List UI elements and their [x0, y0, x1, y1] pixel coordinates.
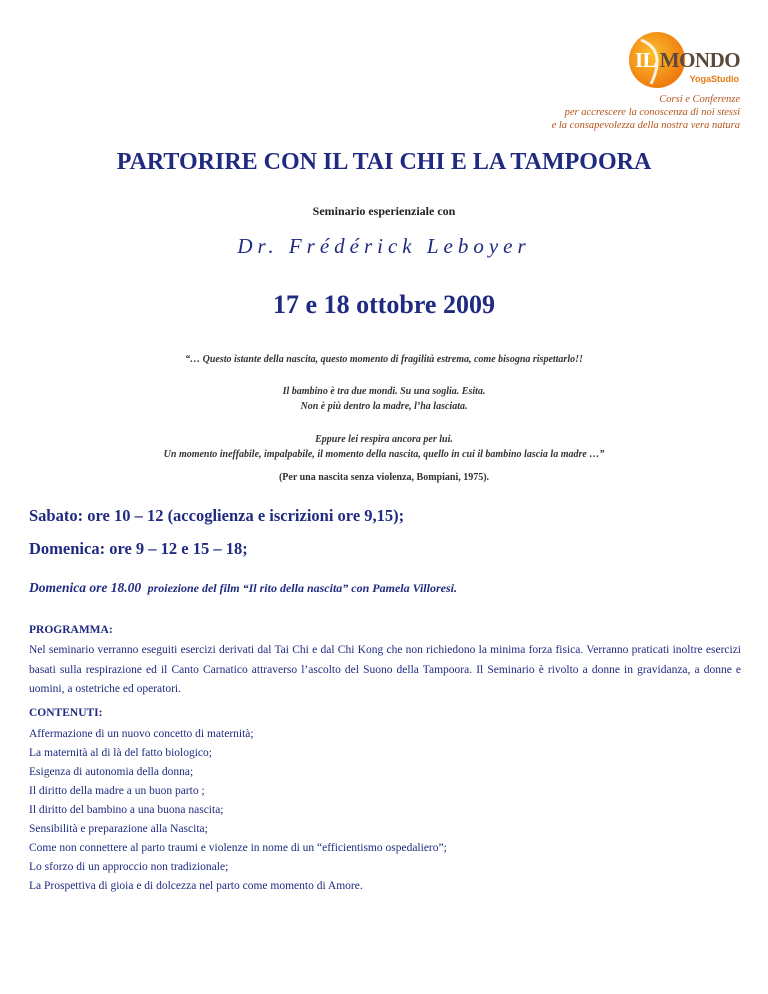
quote-line-3: Non è più dentro la madre, l’ha lasciata.	[300, 401, 468, 412]
list-item: Come non connettere al parto traumi e violenze in nome di un “efficientismo ospedaliero”;	[29, 842, 447, 854]
speaker-name: Dr. Frédérick Leboyer	[237, 234, 531, 258]
contenuti-heading: CONTENUTI:	[29, 707, 103, 719]
schedule-sunday: Domenica: ore 9 – 12 e 15 – 18;	[29, 539, 248, 558]
quote-line-5: Un momento ineffabile, impalpabile, il momento della nascita, quello in cui il bambino lascia la madre …”	[163, 449, 605, 460]
logo-studio: YogaStudio	[689, 74, 739, 84]
quote-line-4: Eppure lei respira ancora per lui.	[315, 434, 453, 445]
schedule-saturday: Sabato: ore 10 – 12 (accoglienza e iscrizioni ore 9,15);	[29, 506, 405, 525]
quote-line-2: Il bambino è tra due mondi. Su una soglia. Esita.	[282, 386, 486, 397]
contenuti-list	[29, 725, 447, 896]
list-item: Il diritto del bambino a una buona nascita;	[29, 804, 224, 816]
quote-block-2	[0, 384, 768, 414]
list-item: La Prospettiva di gioia e di dolcezza nel parto come momento di Amore.	[29, 880, 363, 892]
tagline	[552, 93, 740, 132]
film-time: Domenica ore 18.00	[29, 580, 142, 595]
list-item: Lo sforzo di un approccio non tradizionale;	[29, 861, 229, 873]
list-item: Il diritto della madre a un buon parto ;	[29, 785, 205, 797]
logo-mondo: MONDO	[659, 48, 741, 72]
quote-line-1: “… Questo istante della nascita, questo momento di fragilità estrema, come bisogna rispettarlo!!	[185, 354, 583, 365]
tagline-line-2: per accrescere la conoscenza di noi stessi	[564, 107, 740, 118]
list-item: La maternità al di là del fatto biologico;	[29, 747, 212, 759]
tagline-line-3: e la consapevolezza della nostra vera natura	[551, 120, 740, 131]
logo-wordmark	[635, 48, 740, 73]
programma-text: Nel seminario verranno eseguiti esercizi derivati dal Tai Chi e dal Chi Kong che non richiedono la minima forza fisica. Verranno praticati inoltre esercizi basati sulla respirazione ed il Canto Carnatico attraverso l’ascolto del Suono della Tampoora. Il Seminario è rivolto a donne in gravidanza, a donne e uomini, a ostetriche ed operatori.	[29, 644, 741, 695]
event-dates: 17 e 18 ottobre 2009	[273, 290, 495, 319]
list-item: Affermazione di un nuovo concetto di maternità;	[29, 728, 254, 740]
list-item: Esigenza di autonomia della donna;	[29, 766, 194, 778]
programma-heading: PROGRAMMA:	[29, 624, 113, 636]
page-title: PARTORIRE CON IL TAI CHI E LA TAMPOORA	[116, 149, 652, 175]
il-mondo-logo	[627, 30, 741, 90]
logo-il: IL	[635, 48, 656, 72]
film-description: proiezione del film “Il rito della nascita” con Pamela Villoresi.	[147, 581, 457, 595]
quote-source: (Per una nascita senza violenza, Bompiani, 1975).	[278, 472, 490, 483]
tagline-line-1: Corsi e Conferenze	[659, 94, 740, 105]
film-screening	[29, 580, 457, 596]
quote-block-3	[0, 432, 768, 462]
subtitle: Seminario esperienziale con	[312, 204, 456, 218]
list-item: Sensibilità e preparazione alla Nascita;	[29, 823, 208, 835]
